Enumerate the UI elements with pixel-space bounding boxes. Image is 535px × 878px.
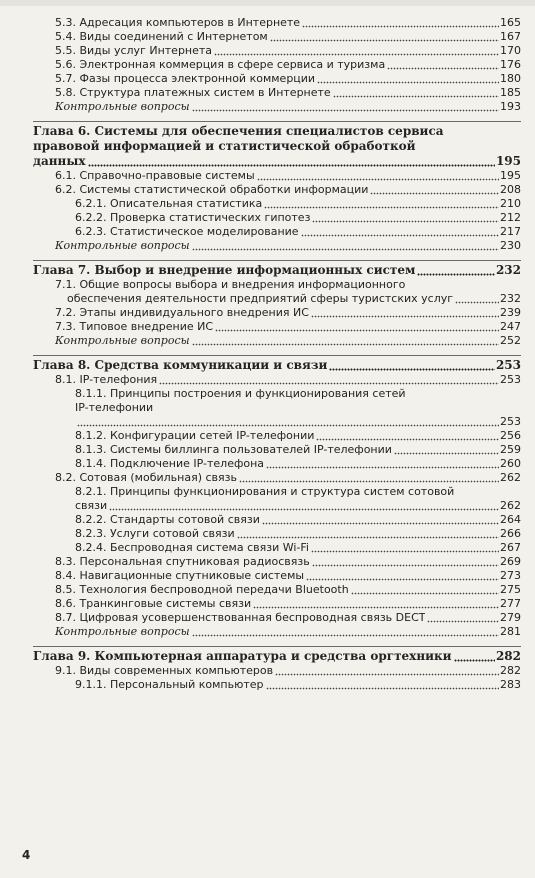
dot-leader	[257, 172, 499, 181]
dot-leader	[266, 681, 499, 690]
toc-page-number: 217	[500, 225, 521, 238]
toc-page-number: 267	[500, 541, 521, 554]
dot-leader	[214, 47, 499, 56]
toc-entry	[33, 471, 521, 485]
toc-entry-title: 6.1. Справочно-правовые системы	[55, 169, 255, 182]
dot-leader	[387, 61, 499, 70]
dot-leader	[311, 309, 499, 318]
toc-page-number: 279	[500, 611, 521, 624]
toc-page-number: 193	[500, 100, 521, 113]
toc-entry-title: 7.2. Этапы индивидуального внедрения ИС	[55, 306, 309, 319]
toc-entry-title: 8.1.2. Конфигурации сетей IP-телефонии	[75, 429, 315, 442]
toc-entry-title: 6.2.2. Проверка статистических гипотез	[75, 211, 311, 224]
dot-leader	[329, 362, 494, 371]
toc-entry-title: обеспечения деятельности предприятий сферы туристских услуг	[67, 292, 454, 305]
toc-entry	[33, 664, 521, 678]
toc-entry-title: IP-телефонии	[75, 401, 154, 414]
toc-entry-title: 6.2. Системы статистической обработки информации	[55, 183, 369, 196]
toc-page-number: 195	[500, 169, 521, 182]
toc-review-questions	[33, 334, 521, 348]
toc-review-questions	[33, 100, 521, 114]
toc-page-number: 253	[500, 415, 521, 428]
toc-review-questions	[33, 625, 521, 639]
dot-leader	[264, 200, 499, 209]
toc-entry	[33, 457, 521, 471]
toc-chapter-9	[33, 646, 521, 664]
toc-entry-title: связи	[75, 499, 108, 512]
chapter-title-line: данных	[33, 154, 86, 168]
toc-entry	[33, 306, 521, 320]
dot-leader	[312, 558, 499, 567]
toc-entry-title: 6.2.3. Статистическое моделирование	[75, 225, 299, 238]
table-of-contents	[33, 16, 521, 692]
toc-page-number: 282	[500, 664, 521, 677]
toc-entry-title: 8.1. IP-телефония	[55, 373, 158, 386]
toc-page-number: 262	[500, 471, 521, 484]
toc-entry	[33, 197, 521, 211]
toc-entry-title: Контрольные вопросы	[55, 625, 190, 638]
toc-entry-title: 5.4. Виды соединений с Интернетом	[55, 30, 268, 43]
toc-page-number: 256	[500, 429, 521, 442]
toc-page-number: 170	[500, 44, 521, 57]
toc-page-number: 167	[500, 30, 521, 43]
page-number: 4	[22, 848, 31, 862]
toc-page-number: 239	[500, 306, 521, 319]
dot-leader	[333, 89, 499, 98]
toc-entry-title: 8.7. Цифровая усовершенствованная беспроводная связь DECT	[55, 611, 426, 624]
toc-page-number: 269	[500, 555, 521, 568]
toc-entry	[33, 183, 521, 197]
toc-entry-title: 8.2.4. Беспроводная система связи Wi-Fi	[75, 541, 309, 554]
dot-leader	[192, 103, 499, 112]
toc-chapter-8	[33, 355, 521, 373]
toc-entry	[33, 527, 521, 541]
dot-leader	[312, 214, 499, 223]
toc-entry-title: 8.5. Технология беспроводной передачи Bluetooth	[55, 583, 349, 596]
page-top-edge	[0, 0, 535, 6]
toc-entry-title: 9.1.1. Персональный компьютер	[75, 678, 264, 691]
toc-page-number: 185	[500, 86, 521, 99]
toc-page-number: 212	[500, 211, 521, 224]
toc-entry	[33, 541, 521, 555]
toc-entry	[33, 583, 521, 597]
toc-page-number: 253	[500, 373, 521, 386]
toc-entry-title: 5.7. Фазы процесса электронной коммерции	[55, 72, 316, 85]
toc-entry	[33, 387, 521, 429]
dot-leader	[427, 614, 499, 623]
toc-review-questions	[33, 239, 521, 253]
dot-leader	[215, 323, 499, 332]
toc-entry-title: 8.2.3. Услуги сотовой связи	[75, 527, 235, 540]
dot-leader	[192, 242, 499, 251]
toc-entry-title: Контрольные вопросы	[55, 239, 190, 252]
toc-entry	[33, 555, 521, 569]
toc-page-number: 275	[500, 583, 521, 596]
toc-page-number: 259	[500, 443, 521, 456]
toc-page-number: 266	[500, 527, 521, 540]
toc-page-number: 195	[495, 154, 521, 168]
dot-leader	[266, 460, 499, 469]
toc-page-number: 180	[500, 72, 521, 85]
dot-leader	[239, 474, 499, 483]
toc-entry	[33, 211, 521, 225]
toc-page-number: 260	[500, 457, 521, 470]
dot-leader	[192, 628, 499, 637]
toc-page-number: 283	[500, 678, 521, 691]
toc-entry	[33, 225, 521, 239]
toc-entry	[33, 513, 521, 527]
dot-leader	[317, 75, 499, 84]
dot-leader	[370, 186, 499, 195]
toc-entry	[33, 443, 521, 457]
dot-leader	[237, 530, 499, 539]
toc-entry-title: 8.6. Транкинговые системы связи	[55, 597, 252, 610]
dot-leader	[454, 653, 495, 662]
toc-entry	[33, 16, 521, 30]
toc-entry	[33, 169, 521, 183]
toc-entry-title: 9.1. Виды современных компьютеров	[55, 664, 274, 677]
toc-entry	[33, 429, 521, 443]
toc-page-number: 277	[500, 597, 521, 610]
toc-entry	[33, 58, 521, 72]
toc-entry	[33, 44, 521, 58]
toc-page-number: 232	[495, 263, 521, 277]
toc-entry-title: 5.6. Электронная коммерция в сфере сервиса и туризма	[55, 58, 386, 71]
toc-page-number: 208	[500, 183, 521, 196]
dot-leader	[455, 295, 499, 304]
toc-entry	[33, 569, 521, 583]
toc-page-number: 232	[500, 292, 521, 305]
toc-entry	[33, 72, 521, 86]
toc-chapter-7	[33, 260, 521, 278]
dot-leader	[159, 376, 499, 385]
toc-entry	[33, 485, 521, 513]
toc-entry-title: 5.8. Структура платежных систем в Интернете	[55, 86, 331, 99]
dot-leader	[394, 446, 499, 455]
toc-entry	[33, 30, 521, 44]
dot-leader	[417, 267, 495, 276]
dot-leader	[253, 600, 499, 609]
dot-leader	[316, 432, 499, 441]
toc-entry	[33, 373, 521, 387]
chapter-title: Глава 8. Средства коммуникации и связи	[33, 358, 328, 372]
toc-page-number: 247	[500, 320, 521, 333]
toc-entry-title: 7.1. Общие вопросы выбора и внедрения информационного	[55, 278, 406, 291]
toc-entry-title: 8.1.1. Принципы построения и функционирования сетей	[75, 387, 406, 400]
toc-entry	[33, 611, 521, 625]
chapter-title-line: Глава 6. Системы для обеспечения специалистов сервиса	[33, 124, 444, 138]
toc-page-number: 253	[495, 358, 521, 372]
toc-entry-title: 5.3. Адресация компьютеров в Интернете	[55, 16, 301, 29]
toc-entry-title: Контрольные вопросы	[55, 334, 190, 347]
dot-leader	[301, 228, 499, 237]
toc-entry-title: 8.2.1. Принципы функционирования и структура систем сотовой	[75, 485, 455, 498]
toc-page-number: 281	[500, 625, 521, 638]
toc-entry	[33, 597, 521, 611]
toc-page-number: 230	[500, 239, 521, 252]
dot-leader	[262, 516, 499, 525]
toc-entry-title: 7.3. Типовое внедрение ИС	[55, 320, 214, 333]
dot-leader	[351, 586, 499, 595]
chapter-title: Глава 9. Компьютерная аппаратура и средства оргтехники	[33, 649, 452, 663]
toc-entry-title: Контрольные вопросы	[55, 100, 190, 113]
dot-leader	[109, 502, 499, 511]
toc-page-number: 264	[500, 513, 521, 526]
toc-page-number: 176	[500, 58, 521, 71]
toc-entry-title: 8.1.3. Системы биллинга пользователей IP-телефонии	[75, 443, 392, 456]
dot-leader	[306, 572, 499, 581]
toc-entry-title: 8.3. Персональная спутниковая радиосвязь	[55, 555, 310, 568]
toc-entry	[33, 278, 521, 306]
toc-page-number: 165	[500, 16, 521, 29]
toc-entry	[33, 86, 521, 100]
toc-entry	[33, 678, 521, 692]
toc-page-number: 210	[500, 197, 521, 210]
dot-leader	[270, 33, 499, 42]
toc-entry-title: 6.2.1. Описательная статистика	[75, 197, 263, 210]
toc-page-number: 273	[500, 569, 521, 582]
toc-page-number: 252	[500, 334, 521, 347]
dot-leader	[302, 19, 499, 28]
toc-page-number: 262	[500, 499, 521, 512]
toc-entry-title: 5.5. Виды услуг Интернета	[55, 44, 213, 57]
dot-leader	[88, 158, 495, 167]
dot-leader	[77, 418, 499, 427]
toc-entry-title: 8.2.2. Стандарты сотовой связи	[75, 513, 260, 526]
toc-entry-title: 8.4. Навигационные спутниковые системы	[55, 569, 305, 582]
toc-entry-title: 8.2. Сотовая (мобильная) связь	[55, 471, 237, 484]
toc-entry-title: 8.1.4. Подключение IP-телефона	[75, 457, 265, 470]
dot-leader	[311, 544, 499, 553]
chapter-title-line: правовой информацией и статистической обработкой	[33, 139, 416, 153]
toc-chapter-6	[33, 121, 521, 169]
toc-page-number: 282	[495, 649, 521, 663]
dot-leader	[192, 337, 499, 346]
chapter-title: Глава 7. Выбор и внедрение информационных систем	[33, 263, 416, 277]
dot-leader	[275, 667, 499, 676]
toc-entry	[33, 320, 521, 334]
